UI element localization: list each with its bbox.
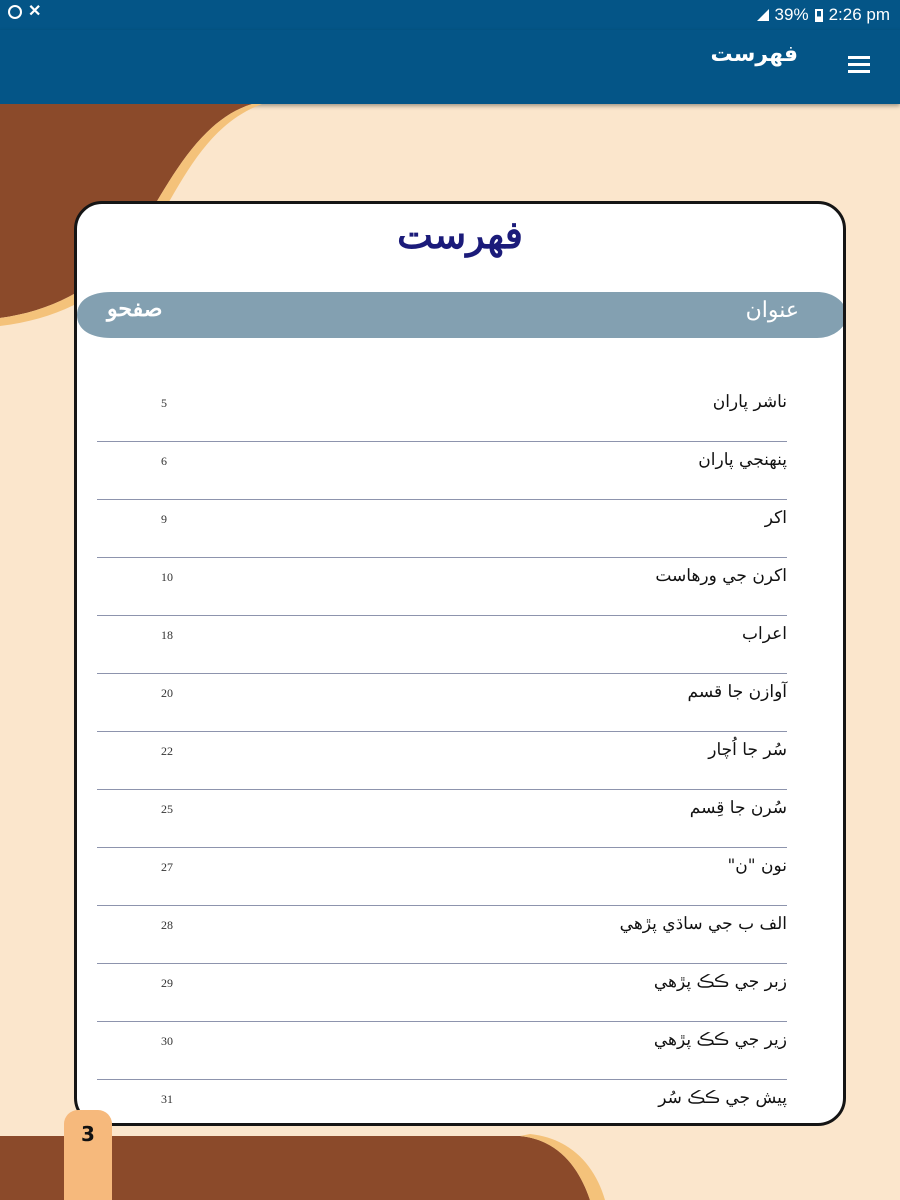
row-page-number: 6 bbox=[161, 454, 167, 468]
row-page-number: 30 bbox=[161, 1034, 173, 1048]
table-row[interactable] bbox=[97, 906, 787, 964]
row-page-number: 27 bbox=[161, 860, 173, 874]
contents-heading: فهرست bbox=[397, 212, 523, 257]
tools-icon: ✕ bbox=[28, 3, 42, 20]
table-row[interactable] bbox=[97, 616, 787, 674]
row-page-number: 10 bbox=[161, 570, 173, 584]
row-page-number: 18 bbox=[161, 628, 173, 642]
row-title: اکرن جي ورهاست bbox=[655, 566, 787, 586]
table-row[interactable] bbox=[97, 1022, 787, 1080]
contents-list bbox=[77, 384, 846, 1126]
table-row[interactable] bbox=[97, 848, 787, 906]
row-page-number: 22 bbox=[161, 744, 173, 758]
table-row[interactable] bbox=[97, 674, 787, 732]
contents-card bbox=[74, 201, 846, 1126]
row-title: پنهنجي پاران bbox=[698, 450, 787, 470]
row-page-number: 28 bbox=[161, 918, 173, 932]
row-title: نون "ن" bbox=[727, 856, 787, 876]
row-title: اعراب bbox=[742, 624, 787, 644]
table-row[interactable] bbox=[97, 790, 787, 848]
table-row[interactable] bbox=[97, 558, 787, 616]
row-page-number: 31 bbox=[161, 1092, 173, 1106]
row-title: سُرن جا قِسم bbox=[689, 798, 787, 818]
table-row[interactable] bbox=[97, 732, 787, 790]
column-page-label: صفحو bbox=[107, 296, 163, 322]
row-title: پيش جي ڪڪ سُر bbox=[658, 1088, 787, 1108]
row-title: سُر جا اُچار bbox=[708, 740, 787, 760]
table-row[interactable] bbox=[97, 442, 787, 500]
battery-percent: 39% bbox=[774, 5, 809, 24]
column-title-label: عنوان bbox=[745, 298, 799, 323]
page-number: 3 bbox=[81, 1122, 95, 1146]
row-page-number: 5 bbox=[161, 396, 167, 410]
row-title: زير جي ڪڪ پڙهي bbox=[653, 1030, 787, 1050]
row-page-number: 25 bbox=[161, 802, 173, 816]
row-title: ناشر پاران bbox=[712, 392, 787, 412]
row-title: آوازن جا قسم bbox=[687, 682, 787, 702]
row-page-number: 9 bbox=[161, 512, 167, 526]
table-row[interactable] bbox=[97, 384, 787, 442]
app-title: فهرست bbox=[710, 42, 798, 67]
row-title: الف ب جي ساڌي پڙهي bbox=[619, 914, 787, 934]
page-number-badge bbox=[64, 1110, 112, 1200]
column-headers bbox=[77, 292, 846, 338]
table-row[interactable] bbox=[97, 964, 787, 1022]
table-row[interactable] bbox=[97, 1080, 787, 1126]
row-title: زبر جي ڪڪ پڙهي bbox=[653, 972, 787, 992]
row-title: اکر bbox=[764, 508, 787, 528]
row-page-number: 20 bbox=[161, 686, 173, 700]
row-page-number: 29 bbox=[161, 976, 173, 990]
table-row[interactable] bbox=[97, 500, 787, 558]
clock: 2:26 pm bbox=[828, 5, 890, 24]
